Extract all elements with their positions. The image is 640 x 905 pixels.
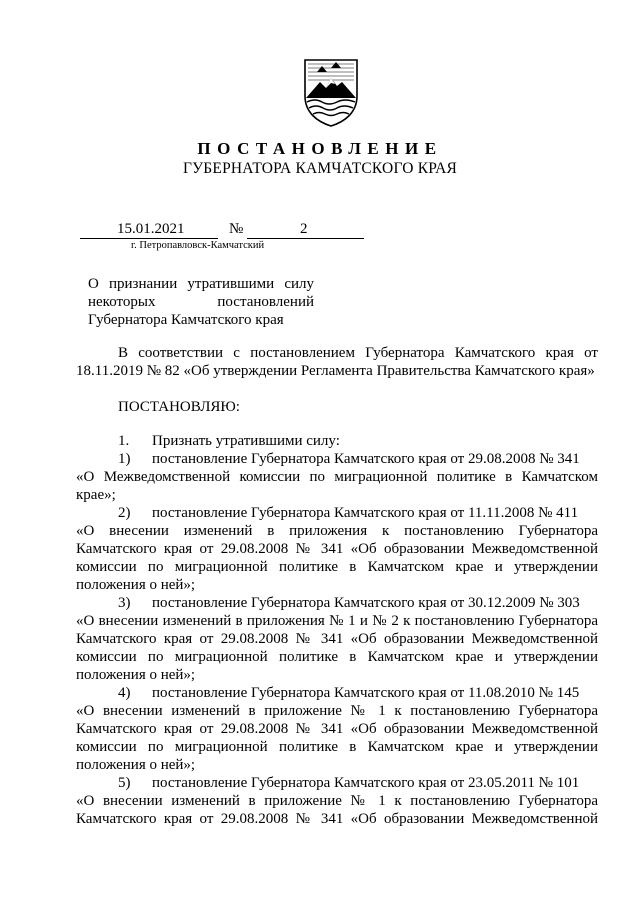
list-item-2 [76, 504, 598, 522]
item-line: положения о ней»; [76, 577, 196, 593]
item-first-line: постановление Губернатора Камчатского края от 30.12.2009 № 303 [152, 595, 580, 611]
item-line: Камчатского края от 29.08.2008 № 341 «Об образовании Межведомственной [76, 541, 598, 557]
item-line: крае»; [76, 487, 116, 503]
list-item-5 [76, 774, 598, 792]
document-subject [88, 275, 314, 329]
number-underline [247, 238, 364, 239]
item-first-line: постановление Губернатора Камчатского края от 11.11.2008 № 411 [152, 505, 579, 521]
item-number: 4) [118, 685, 131, 701]
item-line: комиссии по миграционной политике в Камчатском крае и утверждении [76, 739, 598, 755]
point-number: 1. [118, 433, 130, 449]
decree-body [76, 432, 598, 828]
item-first-line: постановление Губернатора Камчатского края от 23.05.2011 № 101 [152, 775, 580, 791]
item-line: Камчатского края от 29.08.2008 № 341 «Об образовании Межведомственной [76, 811, 598, 827]
list-item-4 [76, 684, 598, 702]
item-line: комиссии по миграционной политике в Камчатском крае и утверждении [76, 649, 598, 665]
item-line: «О внесении изменений в приложения № 1 и № 2 к постановлению Губернатора [76, 613, 598, 629]
list-item-3 [76, 594, 598, 612]
item-line: положения о ней»; [76, 667, 196, 683]
document-date: 15.01.2021 [117, 221, 185, 237]
preamble-line: В соответствии с постановлением Губернатора Камчатского края от [118, 345, 598, 361]
item-first-line: постановление Губернатора Камчатского края от 29.08.2008 № 341 [152, 451, 580, 467]
list-item-1 [76, 450, 598, 468]
item-line: комиссии по миграционной политике в Камчатском крае и утверждении [76, 559, 598, 575]
item-line: «О Межведомственной комиссии по миграционной политике в Камчатском [76, 469, 598, 485]
preamble [76, 344, 598, 380]
item-number: 1) [118, 451, 131, 467]
point-1 [76, 432, 598, 450]
subject-line: некоторых постановлений [88, 294, 314, 310]
number-sign: № [229, 221, 244, 237]
item-line: «О внесении изменений в приложение № 1 к постановлению Губернатора [76, 793, 598, 809]
date-underline [80, 238, 218, 239]
item-line: положения о ней»; [76, 757, 196, 773]
item-first-line: постановление Губернатора Камчатского края от 11.08.2010 № 145 [152, 685, 580, 701]
item-number: 2) [118, 505, 131, 521]
document-city: г. Петропавловск-Камчатский [131, 240, 265, 251]
item-line: «О внесении изменений в приложение № 1 к постановлению Губернатора [76, 703, 598, 719]
subject-line: О признании утратившими силу [88, 276, 314, 292]
preamble-line: 18.11.2019 № 82 «Об утверждении Регламента Правительства Камчатского края» [76, 363, 595, 379]
point-text: Признать утратившими силу: [152, 433, 340, 449]
document-issuer: ГУБЕРНАТОРА КАМЧАТСКОГО КРАЯ [182, 160, 458, 177]
item-line: «О внесении изменений в приложения к постановлению Губернатора [76, 523, 598, 539]
document-number: 2 [300, 221, 308, 237]
document-title: ПОСТАНОВЛЕНИЕ [197, 139, 443, 158]
decree-word: ПОСТАНОВЛЯЮ: [118, 399, 240, 415]
subject-line: Губернатора Камчатского края [88, 312, 284, 328]
item-number: 5) [118, 775, 131, 791]
item-line: Камчатского края от 29.08.2008 № 341 «Об образовании Межведомственной [76, 721, 598, 737]
item-line: Камчатского края от 29.08.2008 № 341 «Об образовании Межведомственной [76, 631, 598, 647]
item-number: 3) [118, 595, 131, 611]
kamchatka-coat-of-arms-icon [300, 58, 362, 128]
